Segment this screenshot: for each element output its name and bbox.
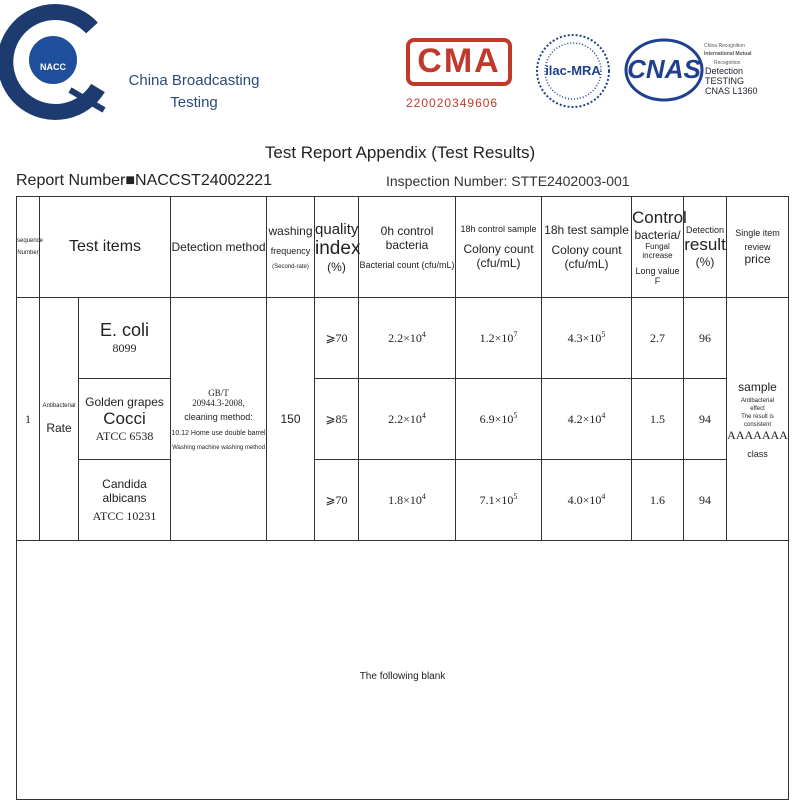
test-18h: $4.3\times 10^5$ xyxy=(542,298,632,379)
item-staph: Golden grapes Cocci ATCC 6538 xyxy=(79,379,171,460)
col-detection-result: Detection result (%) xyxy=(684,197,727,298)
cma-code: 220020349606 xyxy=(406,96,499,110)
org-name xyxy=(124,70,264,114)
table-row xyxy=(17,460,789,541)
col-test-items: Test items xyxy=(40,197,171,298)
group-name: Antibacterial Rate xyxy=(40,298,79,541)
col-method: Detection method xyxy=(171,197,267,298)
table-row xyxy=(17,298,789,379)
group-sequence: 1 xyxy=(17,298,40,541)
cnas-side xyxy=(705,66,758,96)
nacc-logo xyxy=(0,8,120,113)
col-0h-control: 0h control bacteria Bacterial count (cfu/mL) xyxy=(359,197,456,298)
col-review: Single item review price xyxy=(727,197,789,298)
verdict: sample Antibacterial effect The result is consistent AAAAAAA class xyxy=(727,298,789,541)
growth-value: 2.7 xyxy=(632,298,684,379)
detection-result: 94 xyxy=(684,460,727,541)
ilac-logo xyxy=(533,33,613,109)
detection-result: 96 xyxy=(684,298,727,379)
cnas-mark: CNAS xyxy=(627,54,701,84)
report-number: Report Number■NACCST24002221 xyxy=(16,172,273,189)
org-line-2: Testing xyxy=(170,94,218,111)
col-quality-index: quality index (%) xyxy=(315,197,359,298)
cnas-small-1: China Recognition xyxy=(704,43,745,49)
following-blank-cell xyxy=(17,541,789,800)
ilac-mark: ilac-MRA xyxy=(545,63,601,78)
detection-method: GB/T 20944.3-2008, cleaning method: 10.12 Home use double barrel Washing machine washing method xyxy=(171,298,267,541)
oh-count: $2.2\times 10^4$ xyxy=(359,298,456,379)
cnas-side-2: TESTING xyxy=(705,76,745,86)
cnas-side-1: Detection xyxy=(705,66,744,76)
cnas-side-3: CNAS L1360 xyxy=(705,86,758,96)
cnas-small-3: Recognition xyxy=(714,60,741,66)
quality-index: ⩾70 xyxy=(315,298,359,379)
control-18h: $1.2\times 10^7$ xyxy=(456,298,542,379)
growth-value: 1.6 xyxy=(632,460,684,541)
header-row xyxy=(17,197,789,298)
test-18h: $4.2\times 10^4$ xyxy=(542,379,632,460)
following-blank: The following blank xyxy=(359,670,446,682)
cma-logo xyxy=(404,36,514,92)
quality-index: ⩾85 xyxy=(315,379,359,460)
cnas-small-2: International Mutual xyxy=(704,51,752,57)
item-candida: Candida albicans ATCC 10231 xyxy=(79,460,171,541)
control-18h: $7.1\times 10^5$ xyxy=(456,460,542,541)
oh-count: $1.8\times 10^4$ xyxy=(359,460,456,541)
nacc-ring-icon xyxy=(0,8,120,113)
table-row xyxy=(17,379,789,460)
col-growth-value: Control bacteria/ Fungal increase Long value F xyxy=(632,197,684,298)
detection-result: 94 xyxy=(684,379,727,460)
blank-row xyxy=(17,541,789,800)
org-line-1: China Broadcasting xyxy=(128,72,260,89)
item-ecoli: E. coli 8099 xyxy=(79,298,171,379)
results-table xyxy=(16,196,789,800)
test-18h: $4.0\times 10^4$ xyxy=(542,460,632,541)
cma-mark: CMA xyxy=(417,42,501,80)
cnas-logo xyxy=(624,38,704,102)
wash-count: 150 xyxy=(267,298,315,541)
quality-index: ⩾70 xyxy=(315,460,359,541)
col-18h-control: 18h control sample Colony count (cfu/mL) xyxy=(456,197,542,298)
col-washes: washing frequency (Second-rate) xyxy=(267,197,315,298)
report-title: Test Report Appendix (Test Results) xyxy=(264,143,536,162)
col-18h-test: 18h test sample Colony count (cfu/mL) xyxy=(542,197,632,298)
nacc-badge: NACC xyxy=(40,62,66,72)
control-18h: $6.9\times 10^5$ xyxy=(456,379,542,460)
inspection-number: Inspection Number: STTE2402003-001 xyxy=(386,173,630,189)
col-sequence: sequence Number xyxy=(17,197,40,298)
oh-count: $2.2\times 10^4$ xyxy=(359,379,456,460)
growth-value: 1.5 xyxy=(632,379,684,460)
